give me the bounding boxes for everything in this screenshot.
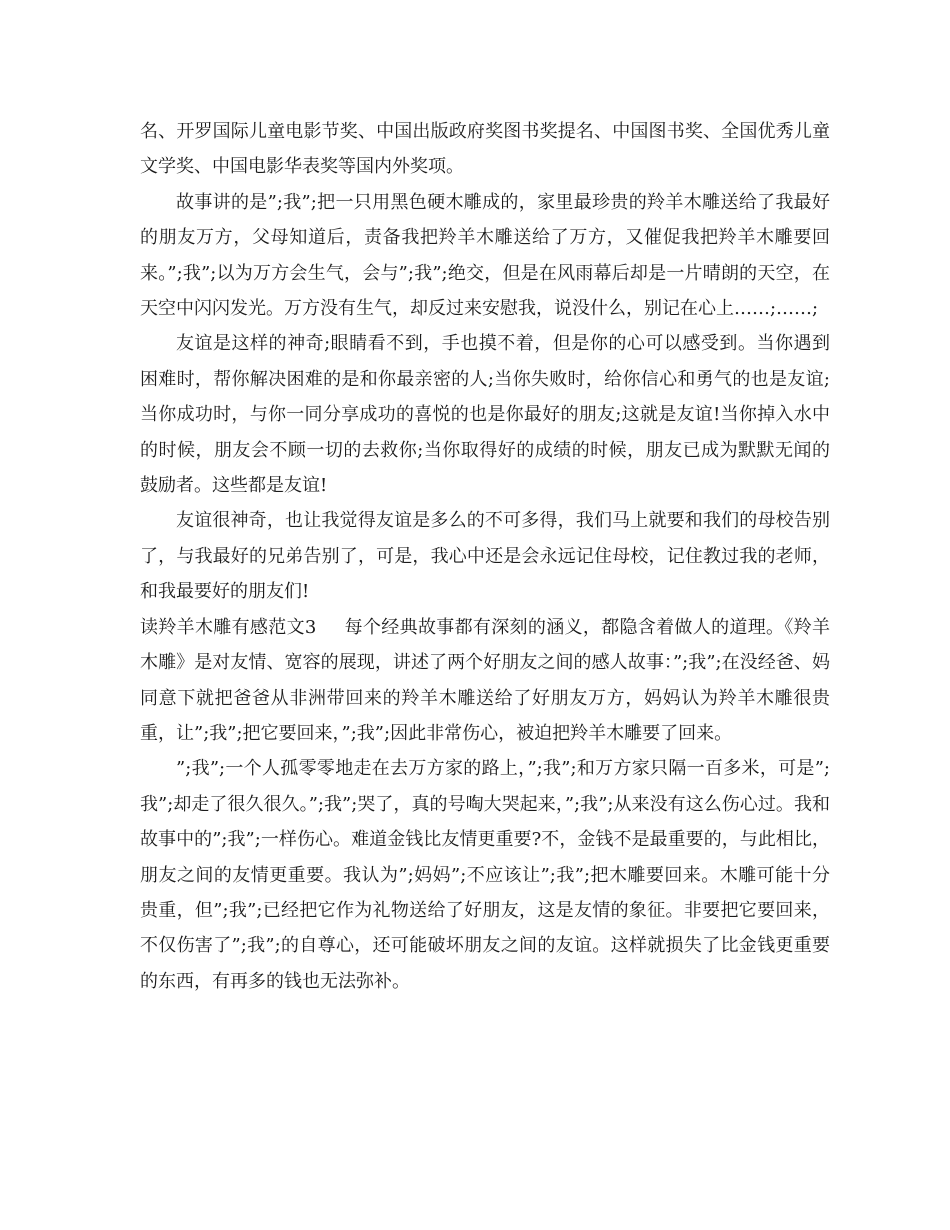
section-3-intro: 每个经典故事都有深刻的涵义，都隐含着做人的道理。《羚羊木雕》是对友情、宽容的展现，讲述了两个好朋友之间的感人故事：”;我”;在没经爸、妈同意下就把爸爸从非洲带回来的羚羊木雕送给了好朋友万方，妈妈认为羚羊木雕很贵重，让”;我”;把它要回来，”;我”;因此非常伤心，被迫把羚羊木雕要了回来。 [140, 616, 831, 744]
paragraph-farewell: 友谊很神奇，也让我觉得友谊是多么的不可多得，我们马上就要和我们的母校告别了，与我最好的兄弟告别了，可是，我心中还是会永远记住母校，记住教过我的老师，和我最要好的朋友们! [140, 510, 830, 603]
paragraph-friendship-magic: 友谊是这样的神奇;眼睛看不到，手也摸不着，但是你的心可以感受到。当你遇到困难时，帮你解决困难的是和你最亲密的人;当你失败时，给你信心和勇气的也是友谊;当你成功时，与你一同分享成功的喜悦的也是你最好的朋友;这就是友谊!当你掉入水中的时候，朋友会不顾一切的去救你;当你取得好的成绩的时候，朋友已成为默默无闻的鼓励者。这些都是友谊! [140, 333, 830, 497]
paragraph-story-summary: 故事讲的是”;我”;把一只用黑色硬木雕成的，家里最珍贵的羚羊木雕送给了我最好的朋友万方，父母知道后，责备我把羚羊木雕送给了万方，又催促我把羚羊木雕要回来。”;我”;以为万方会生气，会与”;我”;绝交，但是在风雨幕后却是一片晴朗的天空，在天空中闪闪发光。万方没有生气，却反过来安慰我，说没什么，别记在心上……;……; [140, 191, 830, 320]
section-3-heading: 读羚羊木雕有感范文3 [140, 616, 317, 638]
paragraph-reflection: ”;我”;一个人孤零零地走在去万方家的路上，”;我”;和万方家只隔一百多米，可是”;我”;却走了很久很久。”;我”;哭了，真的号啕大哭起来，”;我”;从来没有这么伤心过。我和故事中的”;我”;一样伤心。难道金钱比友情更重要?不，金钱不是最重要的，与此相比，朋友之间的友情更重要。我认为”;妈妈”;不应该让”;我”;把木雕要回来。木雕可能十分贵重，但”;我”;已经把它作为礼物送给了好朋友，这是友情的象征。非要把它要回来，不仅伤害了”;我”;的自尊心，还可能破坏朋友之间的友谊。这样就损失了比金钱更重要的东西，有再多的钱也无法弥补。 [140, 758, 830, 992]
section-3-paragraph [140, 610, 830, 752]
paragraph-awards: 名、开罗国际儿童电影节奖、中国出版政府奖图书奖提名、中国图书奖、全国优秀儿童文学奖、中国电影华表奖等国内外奖项。 [140, 121, 830, 178]
document-page [140, 114, 830, 999]
